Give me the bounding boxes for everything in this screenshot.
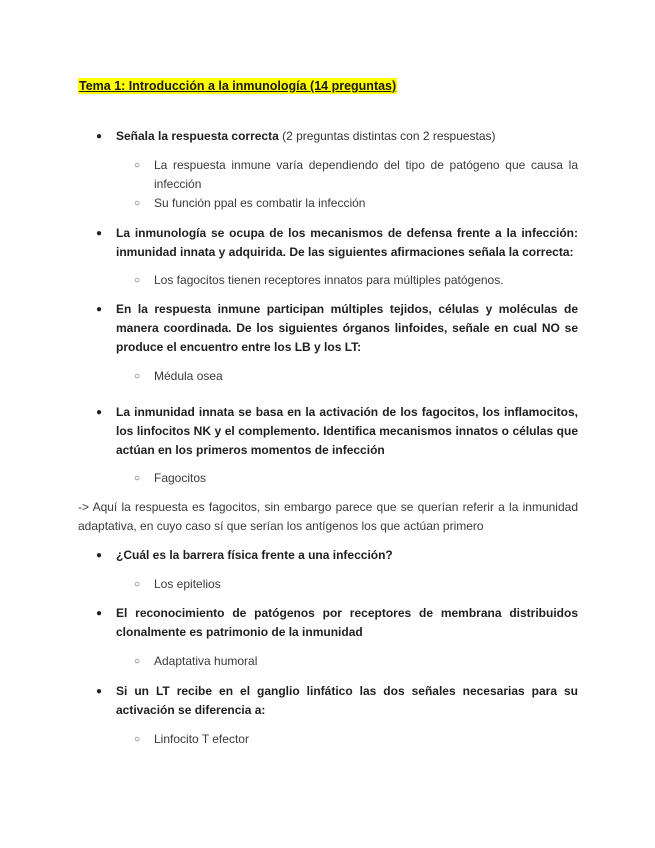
answer-1-2: Su función ppal es combatir la infección: [154, 196, 366, 210]
question-6: El reconocimiento de patógenos por receptores de membrana distribuidos clonalmente es patrimonio de la inmunidad: [116, 606, 578, 639]
sub-bullet-icon: ○: [134, 198, 141, 209]
bullet-icon: ●: [96, 228, 103, 239]
sub-bullet-icon: ○: [134, 371, 141, 382]
sub-bullet-icon: ○: [134, 734, 141, 745]
answer-6-1: Adaptativa humoral: [154, 654, 258, 668]
question-2: La inmunología se ocupa de los mecanismos de defensa frente a la infección: inmunidad innata y adquirida. De las siguientes afirmaciones señala la correcta:: [116, 226, 578, 259]
bullet-icon: ●: [96, 686, 103, 697]
question-3: En la respuesta inmune participan múltiples tejidos, células y moléculas de manera coordinada. De los siguientes órganos linfoides, señale en cual NO se produce el encuentro entre los LB y los LT:: [116, 302, 578, 354]
bullet-icon: ●: [96, 608, 103, 619]
comment-note: -> Aquí la respuesta es fagocitos, sin embargo parece que se querían referir a la inmunidad adaptativa, en cuyo caso sí que serían los antígenos los que actúan primero: [78, 500, 578, 533]
bullet-icon: ●: [96, 131, 103, 142]
section-title: Tema 1: Introducción a la inmunología (14 preguntas): [79, 79, 397, 93]
answer-1-1: La respuesta inmune varía dependiendo del tipo de patógeno que causa la infección: [154, 158, 578, 191]
sub-bullet-icon: ○: [134, 579, 141, 590]
sub-bullet-icon: ○: [134, 656, 141, 667]
answer-3-1: Médula osea: [154, 369, 223, 383]
question-7: Si un LT recibe en el ganglio linfático las dos señales necesarias para su activación se diferencia a:: [116, 684, 578, 717]
sub-bullet-icon: ○: [134, 160, 141, 171]
answer-7-1: Linfocito T efector: [154, 732, 249, 746]
question-4: La inmunidad innata se basa en la activación de los fagocitos, los inflamocitos, los linfocitos NK y el complemento. Identifica mecanismos innatos o células que actúan en los primeros momentos de infección: [116, 405, 578, 457]
question-1-bold: Señala la respuesta correcta: [116, 129, 279, 143]
sub-bullet-icon: ○: [134, 275, 141, 286]
question-1-note: (2 preguntas distintas con 2 respuestas): [278, 129, 496, 143]
bullet-icon: ●: [96, 304, 103, 315]
bullet-icon: ●: [96, 550, 103, 561]
answer-4-1: Fagocitos: [154, 471, 207, 485]
question-1: [116, 127, 578, 146]
answer-2-1: Los fagocitos tienen receptores innatos para múltiples patógenos.: [154, 273, 504, 287]
question-5: ¿Cuál es la barrera física frente a una infección?: [116, 548, 393, 562]
bullet-icon: ●: [96, 407, 103, 418]
answer-5-1: Los epitelios: [154, 577, 221, 591]
sub-bullet-icon: ○: [134, 473, 141, 484]
